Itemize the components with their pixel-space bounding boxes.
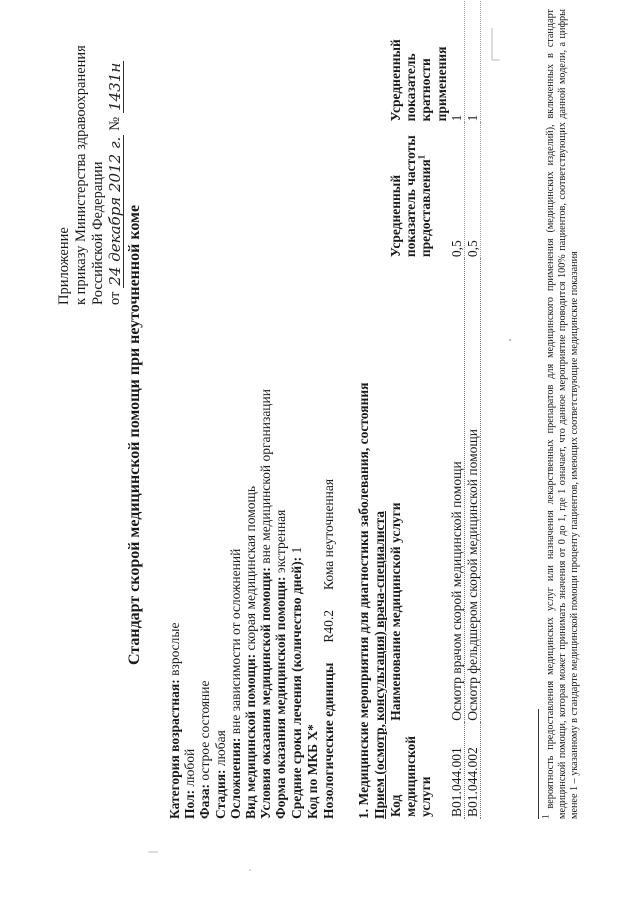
service-code: B01.044.002: [465, 723, 481, 819]
table-row: [449, 0, 465, 819]
footnote: [540, 8, 580, 819]
services-table: [388, 0, 481, 819]
appendix-number-label: №: [107, 116, 123, 131]
param-value: вне зависимости от осложнений: [227, 548, 243, 735]
appendix-title: Приложение: [56, 227, 72, 305]
param-value: вне медицинской организации: [258, 389, 274, 564]
table-header-row: [388, 0, 449, 819]
param-row: [289, 179, 304, 819]
service-multiplicity: 1: [449, 0, 465, 123]
document-title: Стандарт скорой медицинской помощи при неуточненной коме: [126, 204, 143, 666]
param-label: Вид медицинской помощи:: [243, 653, 259, 819]
standard-parameters: [167, 179, 304, 819]
param-row: [197, 179, 212, 819]
icd-name: Кома неуточненная: [320, 478, 336, 590]
section-heading: [356, 39, 387, 819]
param-value: любой: [182, 748, 198, 787]
service-multiplicity: 1: [465, 0, 481, 123]
footnote-text: вероятность предоставления медицинских услуг или назначения лекарственных препаратов для медицинского применения (медицинских изделий), включенных в стандарт медицинской помощи, которая может принимать значения от 0 до 1, где 1 означает, что данное мероприятие проводится 100% пациентов, соответствующих данной модели, а цифры менее 1 – указанному в стандарте медицинской помощи проценту пациентов, имеющих соответствующие медицинские показания: [545, 8, 580, 819]
param-value: взрослые: [167, 622, 182, 676]
service-name: Осмотр врачом скорой медицинской помощи: [449, 259, 465, 723]
param-label: Осложнения:: [227, 737, 243, 819]
param-label: Форма оказания медицинской помощи:: [273, 576, 289, 819]
param-label: Средние сроки лечения (количество дней):: [288, 556, 304, 819]
nosology-label: Нозологические единицы: [320, 662, 336, 819]
param-label: Стадия:: [212, 769, 228, 819]
param-row: [273, 179, 288, 819]
param-label: Условия оказания медицинской помощи:: [258, 567, 274, 819]
handwritten-number: 1431н: [106, 62, 124, 111]
handwritten-date: 24 декабря 2012 г.: [106, 136, 124, 286]
param-value: 1: [288, 546, 304, 554]
param-label: Категория возрастная:: [167, 679, 182, 819]
param-label: Пол:: [182, 789, 198, 819]
param-row: [213, 179, 228, 819]
header-name: Наименование медицинской услуги: [388, 502, 403, 721]
appendix-federation: Российской Федерации: [90, 161, 106, 305]
footnote-mark: 1: [540, 814, 551, 819]
param-row: [243, 179, 258, 819]
table-row: [465, 0, 481, 819]
param-value: экстренная: [273, 509, 289, 574]
nosology-row: [321, 319, 337, 819]
service-name: Осмотр фельдшером скорой медицинской помощи: [465, 259, 481, 723]
section-title: 1. Медицинские мероприятия для диагностики заболевания, состояния: [356, 382, 371, 819]
param-value: любая: [212, 730, 228, 767]
appendix-header: [56, 5, 124, 305]
service-code: B01.044.001: [449, 723, 465, 819]
appendix-prefix: от: [107, 291, 123, 305]
param-row: [182, 179, 197, 819]
service-frequency: 0,5: [465, 123, 481, 259]
icd-code: R40.2: [320, 609, 336, 643]
icd-block: [305, 319, 336, 819]
footnote-rule: [538, 709, 539, 819]
footnote-ref: 1: [416, 154, 427, 160]
header-multiplicity: Усредненный показатель кратности применения: [388, 39, 449, 122]
section-subtitle: Прием (осмотр, консультация) врача-специалиста: [371, 510, 387, 819]
header-code: Код медицинской услуги: [388, 735, 434, 817]
service-frequency: 0,5: [449, 123, 465, 259]
param-value: острое состояние: [197, 680, 213, 781]
icd-label: Код по МКБ X*: [305, 724, 320, 819]
param-row: [258, 179, 273, 819]
header-frequency: Усредненный показатель частоты предоставления$^1$: [388, 135, 434, 258]
appendix-date-line: [107, 5, 124, 305]
param-row: [228, 179, 243, 819]
appendix-order: к приказу Министерства здравоохранения: [73, 45, 89, 305]
param-row: [167, 179, 182, 819]
param-value: скорая медицинская помощь: [243, 485, 259, 651]
param-label: Фаза:: [197, 783, 213, 819]
